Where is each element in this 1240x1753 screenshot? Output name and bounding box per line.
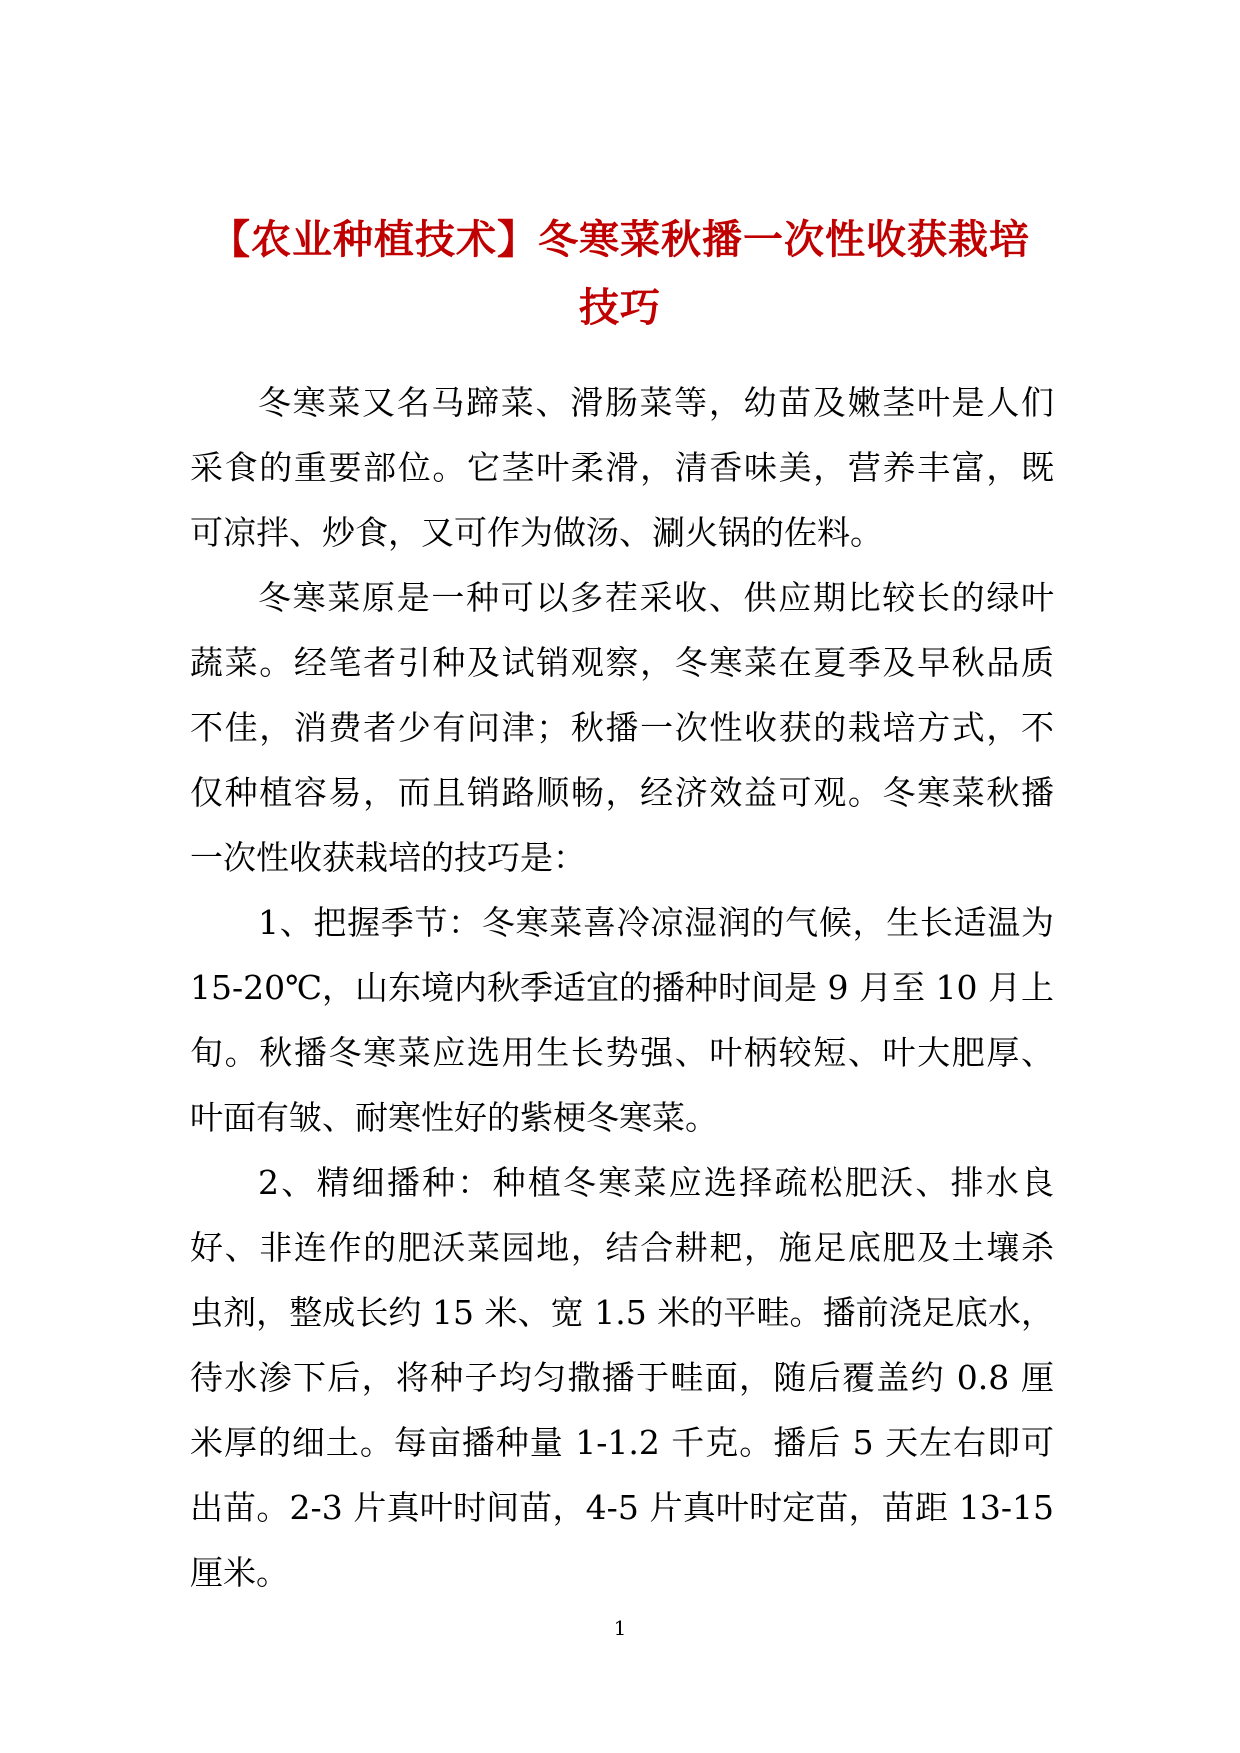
paragraph-line: 15-20℃，山东境内秋季适宜的播种时间是 9 月至 10 月上 <box>190 968 1054 1007</box>
paragraph-line: 仅种植容易，而且销路顺畅，经济效益可观。冬寒菜秋播 <box>190 773 1054 812</box>
paragraph <box>190 565 1054 890</box>
document-body <box>190 370 1054 1605</box>
paragraph-line: 可凉拌、炒食，又可作为做汤、涮火锅的佐料。 <box>190 513 883 552</box>
paragraph-line: 1、把握季节：冬寒菜喜冷凉湿润的气候，生长适温为 <box>258 903 1054 942</box>
paragraph <box>190 890 1054 1150</box>
paragraph-line: 米厚的细土。每亩播种量 1-1.2 千克。播后 5 天左右即可 <box>190 1423 1054 1462</box>
paragraph-line: 叶面有皱、耐寒性好的紫梗冬寒菜。 <box>190 1098 718 1137</box>
paragraph-line: 待水渗下后，将种子均匀撒播于畦面，随后覆盖约 0.8 厘 <box>190 1358 1054 1397</box>
paragraph-line: 一次性收获栽培的技巧是： <box>190 838 586 877</box>
page-number: 1 <box>613 1616 627 1640</box>
paragraph-line: 旬。秋播冬寒菜应选用生长势强、叶柄较短、叶大肥厚、 <box>190 1033 1054 1072</box>
paragraph-line: 出苗。2-3 片真叶时间苗，4-5 片真叶时定苗，苗距 13-15 <box>190 1488 1054 1527</box>
paragraph-line: 好、非连作的肥沃菜园地，结合耕耙，施足底肥及土壤杀 <box>190 1228 1054 1267</box>
paragraph-line: 采食的重要部位。它茎叶柔滑，清香味美，营养丰富，既 <box>190 448 1054 487</box>
paragraph <box>190 370 1054 565</box>
paragraph-line: 蔬菜。经笔者引种及试销观察，冬寒菜在夏季及早秋品质 <box>190 643 1054 682</box>
paragraph-line: 冬寒菜原是一种可以多茬采收、供应期比较长的绿叶 <box>258 578 1054 617</box>
paragraph-line: 2、精细播种：种植冬寒菜应选择疏松肥沃、排水良 <box>258 1163 1054 1202</box>
document-title <box>0 206 1240 342</box>
paragraph-line: 冬寒菜又名马蹄菜、滑肠菜等，幼苗及嫩茎叶是人们 <box>258 383 1054 422</box>
title-line: 【农业种植技术】冬寒菜秋播一次性收获栽培 <box>210 216 1030 263</box>
paragraph <box>190 1150 1054 1605</box>
paragraph-line: 厘米。 <box>190 1553 289 1592</box>
paragraph-line: 虫剂，整成长约 15 米、宽 1.5 米的平畦。播前浇足底水， <box>190 1293 1054 1332</box>
title-line: 技巧 <box>579 284 661 331</box>
paragraph-line: 不佳，消费者少有问津；秋播一次性收获的栽培方式，不 <box>190 708 1054 747</box>
